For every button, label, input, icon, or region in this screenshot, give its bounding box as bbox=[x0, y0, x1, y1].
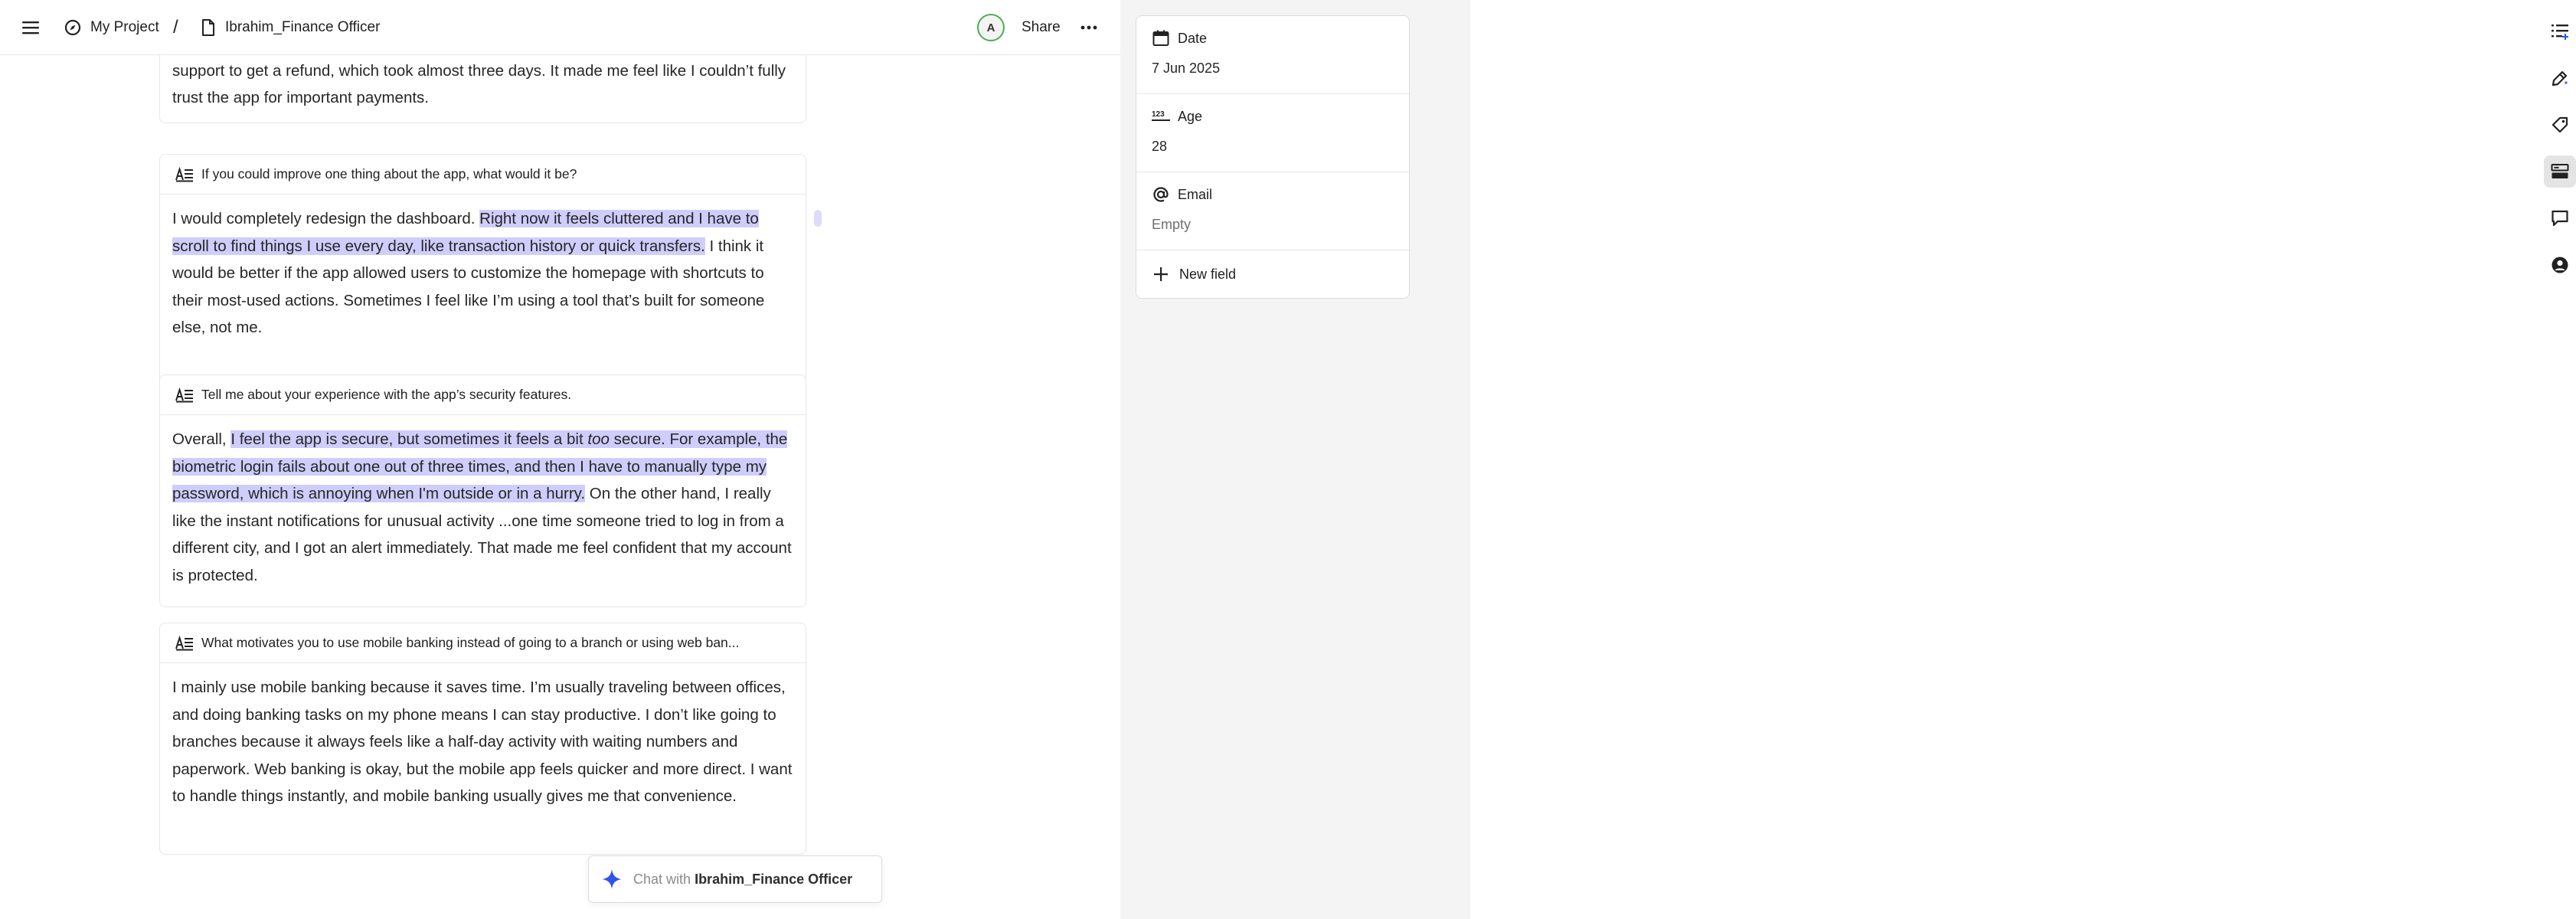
comment-marker[interactable] bbox=[814, 210, 822, 227]
avatar[interactable]: A bbox=[977, 14, 1005, 41]
svg-text:123: 123 bbox=[1152, 110, 1165, 119]
pen-sparkle-icon bbox=[2551, 69, 2569, 87]
answer-segment: I mainly use mobile banking because it saves time. I’m usually traveling between offices, and doing banking tasks on my phone means I can stay productive. I don’t like going to branches because it always feels like a half-day activity with waiting numbers and paperwork. Web banking is okay, but the mobile app feels quicker and more direct. I want to handle things instantly, and mobile banking usually gives me that convenience. bbox=[172, 679, 793, 805]
plus-icon bbox=[1153, 267, 1169, 282]
response-card bbox=[159, 623, 806, 855]
answer-segment: I think it would be better if the app allowed users to customize the homepage with shortcuts to their most-used actions. Sometimes I feel like I’m using a tool that’s built for someone else, not me. bbox=[172, 237, 765, 336]
answer-segment: I would completely redesign the dashboard. bbox=[172, 210, 480, 227]
more-options-button[interactable] bbox=[1077, 15, 1101, 40]
document-icon bbox=[201, 18, 216, 37]
ellipsis-icon bbox=[1080, 25, 1097, 30]
property-label-text: Date bbox=[1178, 30, 1208, 46]
question-header bbox=[160, 155, 806, 195]
comment-icon bbox=[2551, 209, 2569, 227]
highlighted-excerpt[interactable]: secure. For example, the biometric login fails about one out of three times, and then I have to manually type my password, which is annoying when I'm outside or in a hurry. bbox=[172, 430, 788, 502]
answer-segment: On the other hand, I really like the instant notifications for unusual activity ...one time someone tried to log in from a different city, and I got an alert immediately. That made me feel confident that my account is protected. bbox=[172, 485, 792, 584]
property-label bbox=[1152, 106, 1394, 126]
sparkle-icon bbox=[601, 868, 623, 890]
rail-button-annotate[interactable] bbox=[2544, 62, 2576, 94]
share-button[interactable]: Share bbox=[1022, 19, 1061, 35]
top-bar bbox=[0, 0, 1120, 55]
chat-target-name: Ibrahim_Finance Officer bbox=[695, 871, 853, 887]
project-name: My Project bbox=[90, 19, 159, 35]
rail-button-tags[interactable] bbox=[2544, 109, 2576, 141]
property-date[interactable] bbox=[1136, 16, 1409, 94]
hamburger-icon bbox=[21, 20, 40, 35]
side-rail bbox=[2544, 15, 2576, 296]
chat-prefix: Chat with bbox=[633, 871, 691, 887]
question-text-icon bbox=[175, 167, 194, 182]
breadcrumb-separator: / bbox=[173, 17, 178, 38]
question-text-icon bbox=[175, 388, 194, 403]
highlighted-excerpt[interactable]: I feel the app is secure, but sometimes it feels a bit bbox=[230, 430, 588, 448]
question-text: Tell me about your experience with the app’s security features. bbox=[201, 387, 572, 402]
breadcrumb-document[interactable] bbox=[201, 15, 380, 40]
compass-icon bbox=[64, 19, 81, 36]
property-age[interactable] bbox=[1136, 94, 1409, 172]
answer-segment: Overall, bbox=[172, 430, 231, 448]
transcript-area[interactable] bbox=[0, 55, 1120, 919]
question-header bbox=[160, 375, 806, 415]
calendar-icon bbox=[1152, 29, 1170, 47]
question-header bbox=[160, 623, 806, 663]
checklist-icon bbox=[2551, 23, 2569, 40]
at-icon bbox=[1152, 185, 1170, 204]
properties-panel bbox=[1120, 0, 1470, 919]
rail-button-comments[interactable] bbox=[2544, 202, 2576, 234]
property-label-text: Email bbox=[1178, 186, 1213, 202]
answer-text bbox=[160, 663, 806, 821]
property-value: 28 bbox=[1152, 139, 1168, 154]
tag-icon bbox=[2551, 116, 2569, 134]
question-text-icon bbox=[175, 636, 194, 651]
number-icon bbox=[1152, 109, 1170, 124]
chat-button[interactable] bbox=[588, 855, 882, 903]
property-value: 7 Jun 2025 bbox=[1152, 61, 1221, 76]
user-circle-icon bbox=[2551, 256, 2569, 274]
document-name: Ibrahim_Finance Officer bbox=[225, 19, 381, 35]
answer-text bbox=[160, 415, 806, 600]
properties-card bbox=[1136, 15, 1410, 299]
new-field-button[interactable] bbox=[1136, 250, 1409, 298]
highlighted-excerpt[interactable]: Right now it feels cluttered and I have to scroll to find things I use every day, like transaction history or quick transfers. bbox=[172, 210, 759, 255]
rail-button-participant[interactable] bbox=[2544, 249, 2576, 281]
breadcrumb-project[interactable] bbox=[64, 15, 159, 40]
property-value: Empty bbox=[1152, 217, 1192, 232]
chat-label bbox=[633, 872, 852, 888]
answer-segment: support to get a refund, which took almost three days. It made me feel like I couldn’t fully trust the app for important payments. bbox=[172, 61, 786, 106]
property-label bbox=[1152, 185, 1394, 204]
answer-text bbox=[160, 195, 806, 352]
highlighted-excerpt[interactable]: too bbox=[587, 430, 610, 448]
question-text: What motivates you to use mobile banking instead of going to a branch or using web ban... bbox=[201, 635, 740, 650]
fields-icon bbox=[2551, 163, 2569, 180]
rail-button-fields[interactable] bbox=[2544, 155, 2576, 188]
menu-button[interactable] bbox=[18, 15, 43, 40]
property-label-text: Age bbox=[1178, 108, 1203, 124]
property-email[interactable] bbox=[1136, 172, 1409, 250]
rail-button-checklist[interactable] bbox=[2544, 15, 2576, 47]
property-label bbox=[1152, 28, 1394, 48]
new-field-label: New field bbox=[1179, 266, 1237, 282]
response-card bbox=[159, 374, 806, 607]
question-text: If you could improve one thing about the app, what would it be? bbox=[201, 166, 577, 182]
